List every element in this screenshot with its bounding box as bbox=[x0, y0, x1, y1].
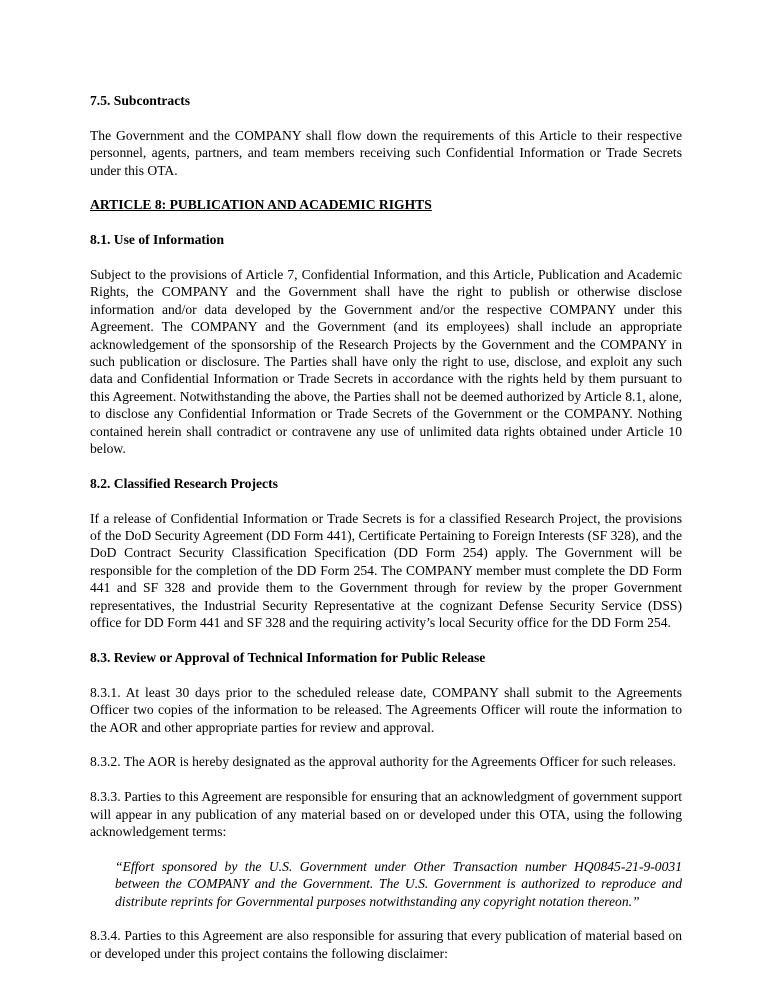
section-8-1-heading: 8.1. Use of Information bbox=[90, 232, 225, 248]
section-8-3-heading: 8.3. Review or Approval of Technical Information for Public Release bbox=[90, 649, 486, 665]
acknowledgement-quote: “Effort sponsored by the U.S. Government under Other Transaction number HQ0845-21-9-0031 between the COMPANY and the Government. The U.S. Government is authorized to reproduce and distribute reprints for Governmental purposes notwithstanding any copyright notation thereon.” bbox=[115, 858, 682, 909]
section-8-2-body: If a release of Confidential Information or Trade Secrets is for a classified Research Project, the provisions of the DoD Security Agreement (DD Form 441), Certificate Pertaining to Foreign Interests (SF 328), and the DoD Contract Security Classification Specification (DD Form 254) apply. The Government will be responsible for the completion of the DD Form 254. The COMPANY member must complete the DD Form 441 and SF 328 and provide them to the Government through for review by the proper Government representatives, the Industrial Security Representative at the cognizant Defense Security Service (DSS) office for DD Form 441 and SF 328 and the requiring activity’s local Security office for the DD Form 254. bbox=[90, 510, 682, 631]
article-8-heading: ARTICLE 8: PUBLICATION AND ACADEMIC RIGHTS bbox=[90, 197, 432, 213]
section-8-3-3-paragraph: 8.3.3. Parties to this Agreement are responsible for ensuring that an acknowledgment of government support will appear in any publication of any material based on or developed under this OTA, using the following acknowledgement terms: bbox=[90, 789, 682, 839]
document-page bbox=[90, 92, 682, 962]
section-7-5-heading: 7.5. Subcontracts bbox=[90, 93, 191, 108]
section-8-3-1-paragraph: 8.3.1. At least 30 days prior to the scheduled release date, COMPANY shall submit to the Agreements Officer two copies of the information to be released. The Agreements Officer will route the information to the AOR and other appropriate parties for review and approval. bbox=[90, 684, 682, 735]
section-8-1-body: Subject to the provisions of Article 7, Confidential Information, and this Article, Publication and Academic Rights, the COMPANY and the Government shall have the right to publish or otherwise disclose information and/or data developed by the Government and/or the respective COMPANY under this Agreement. The COMPANY and the Government (and its employees) shall include an appropriate acknowledgement of the sponsorship of the Research Projects by the Government and the COMPANY in such publication or disclosure. The Parties shall have only the right to use, disclose, and exploit any such data and Confidential Information or Trade Secrets in accordance with the rights held by them pursuant to this Agreement. Notwithstanding the above, the Parties shall not be deemed authorized by Article 8.1, alone, to disclose any Confidential Information or Trade Secrets of the Government or the COMPANY. Nothing contained herein shall contradict or contravene any use of unlimited data rights obtained under Article 10 below. bbox=[90, 267, 682, 457]
section-8-3-4-paragraph: 8.3.4. Parties to this Agreement are also responsible for assuring that every publication of material based on or developed under this project contains the following disclaimer: bbox=[90, 928, 682, 961]
section-8-3-2-paragraph: 8.3.2. The AOR is hereby designated as the approval authority for the Agreements Officer for such releases. bbox=[90, 754, 677, 770]
section-7-5-body: The Government and the COMPANY shall flow down the requirements of this Article to their respective personnel, agents, partners, and team members receiving such Confidential Information or Trade Secrets under this OTA. bbox=[90, 127, 682, 178]
section-8-2-heading: 8.2. Classified Research Projects bbox=[90, 475, 278, 491]
